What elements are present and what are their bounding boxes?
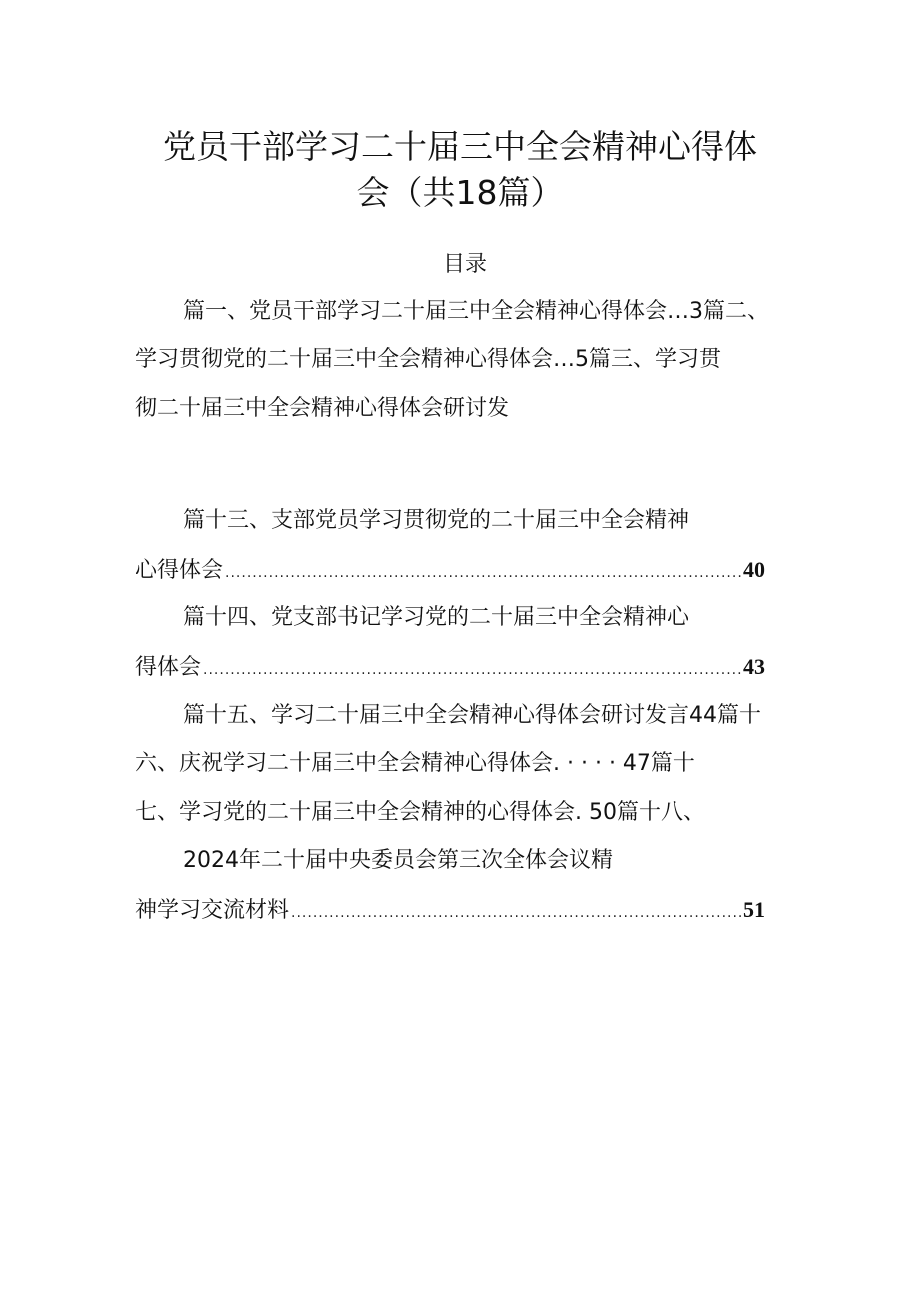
toc-entry-leader-1 [135, 555, 765, 585]
toc-line-4: 篇十三、支部党员学习贯彻党的二十届三中全会精神 [183, 508, 690, 533]
toc-line-1: 篇一、党员干部学习二十届三中全会精神心得体会…3篇二、 [183, 299, 769, 324]
toc-entry-text: 心得体会 [135, 558, 224, 583]
toc-entry-text: 神学习交流材料 [135, 898, 290, 923]
toc-entry-leader-2 [135, 652, 765, 682]
document-title-line-1: 党员干部学习二十届三中全会精神心得体 [163, 127, 757, 166]
toc-entry-text: 得体会 [135, 655, 202, 680]
document-title-line-2: 会（共18篇） [356, 173, 564, 212]
toc-line-11: 2024年二十届中央委员会第三次全体会议精 [183, 848, 613, 873]
toc-page-number: 51 [743, 897, 765, 922]
toc-entry-leader-3 [135, 895, 765, 925]
toc-page-number: 43 [743, 654, 765, 679]
toc-line-8: 篇十五、学习二十届三中全会精神心得体会研讨发言44篇十 [183, 703, 761, 728]
toc-heading: 目录 [442, 252, 487, 277]
toc-line-2: 学习贯彻党的二十届三中全会精神心得体会…5篇三、学习贯 [135, 347, 721, 372]
toc-line-6: 篇十四、党支部书记学习党的二十届三中全会精神心 [183, 605, 690, 630]
toc-line-3: 彻二十届三中全会精神心得体会研讨发 [135, 396, 510, 421]
leader-dots [225, 558, 741, 588]
toc-line-9: 六、庆祝学习二十届三中全会精神心得体会. · · · · 47篇十 [135, 751, 695, 776]
leader-dots [291, 898, 741, 928]
leader-dots [203, 655, 741, 685]
toc-line-10: 七、学习党的二十届三中全会精神的心得体会. 50篇十八、 [135, 800, 705, 825]
toc-page-number: 40 [743, 557, 765, 582]
